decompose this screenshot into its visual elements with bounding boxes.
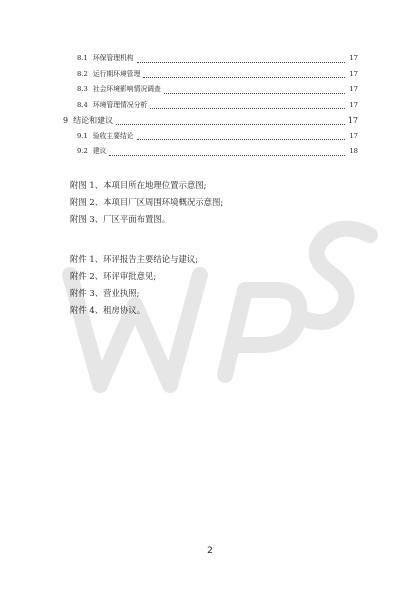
toc-entry-title: 运行期环境管理 xyxy=(92,69,141,78)
toc-entry-page: 17 xyxy=(349,69,358,78)
toc-dot-leader xyxy=(137,138,345,140)
toc-entry[interactable] xyxy=(63,51,358,67)
toc-entry-number: 8.1 xyxy=(77,54,88,62)
attachment-item: 附件 1、环评报告主要结论与建议; xyxy=(70,254,199,264)
toc-entry-number: 9.2 xyxy=(77,147,88,155)
toc-dot-leader xyxy=(116,123,345,125)
toc-entry-title: 环保管理机构 xyxy=(92,54,134,62)
toc-dot-leader xyxy=(164,92,345,94)
attachment-item: 附件 4、租房协议。 xyxy=(70,305,145,315)
toc-entry-number: 9 xyxy=(63,116,69,125)
toc-entry[interactable] xyxy=(63,129,358,145)
table-of-contents xyxy=(63,51,358,160)
attachment-item: 附件 2、环评审批意见; xyxy=(70,271,157,281)
toc-entry[interactable] xyxy=(63,98,358,114)
toc-entry-title: 社会环境影响情况调查 xyxy=(92,85,161,93)
toc-entry-page: 17 xyxy=(347,116,358,125)
toc-entry-number: 8.3 xyxy=(77,85,88,93)
toc-entry-number: 9.1 xyxy=(77,131,88,140)
toc-entry-title: 建议 xyxy=(92,147,107,155)
figure-appendix-item: 附图 3、厂区平面布置图。 xyxy=(70,214,171,224)
page-number: 2 xyxy=(207,546,213,556)
toc-entry-page: 17 xyxy=(349,100,358,109)
toc-entry-page: 17 xyxy=(349,54,358,62)
figure-appendix-item: 附图 2、本项目厂区周围环境概况示意图; xyxy=(70,197,224,207)
toc-entry-number: 8.4 xyxy=(77,100,88,109)
toc-entry-title: 环境管理情况分析 xyxy=(92,100,148,109)
attachment-list xyxy=(70,251,198,319)
toc-entry[interactable] xyxy=(63,82,358,98)
toc-entry-page: 17 xyxy=(349,85,358,93)
toc-entry[interactable] xyxy=(63,113,358,129)
toc-dot-leader xyxy=(143,76,345,78)
toc-entry-page: 18 xyxy=(349,147,358,155)
toc-entry[interactable] xyxy=(63,67,358,83)
figure-appendix-item: 附图 1、本项目所在地理位置示意图; xyxy=(70,180,207,190)
toc-entry-title: 验收主要结论 xyxy=(92,131,134,140)
attachment-item: 附件 3、营业执照; xyxy=(70,288,140,298)
toc-entry-number: 8.2 xyxy=(77,69,88,78)
toc-entry[interactable] xyxy=(63,144,358,160)
toc-dot-leader xyxy=(137,61,345,63)
toc-dot-leader xyxy=(150,107,345,109)
toc-entry-title: 结论和建议 xyxy=(73,116,114,125)
figure-appendix-list xyxy=(70,177,223,228)
toc-dot-leader xyxy=(109,154,345,156)
toc-entry-page: 17 xyxy=(349,131,358,140)
